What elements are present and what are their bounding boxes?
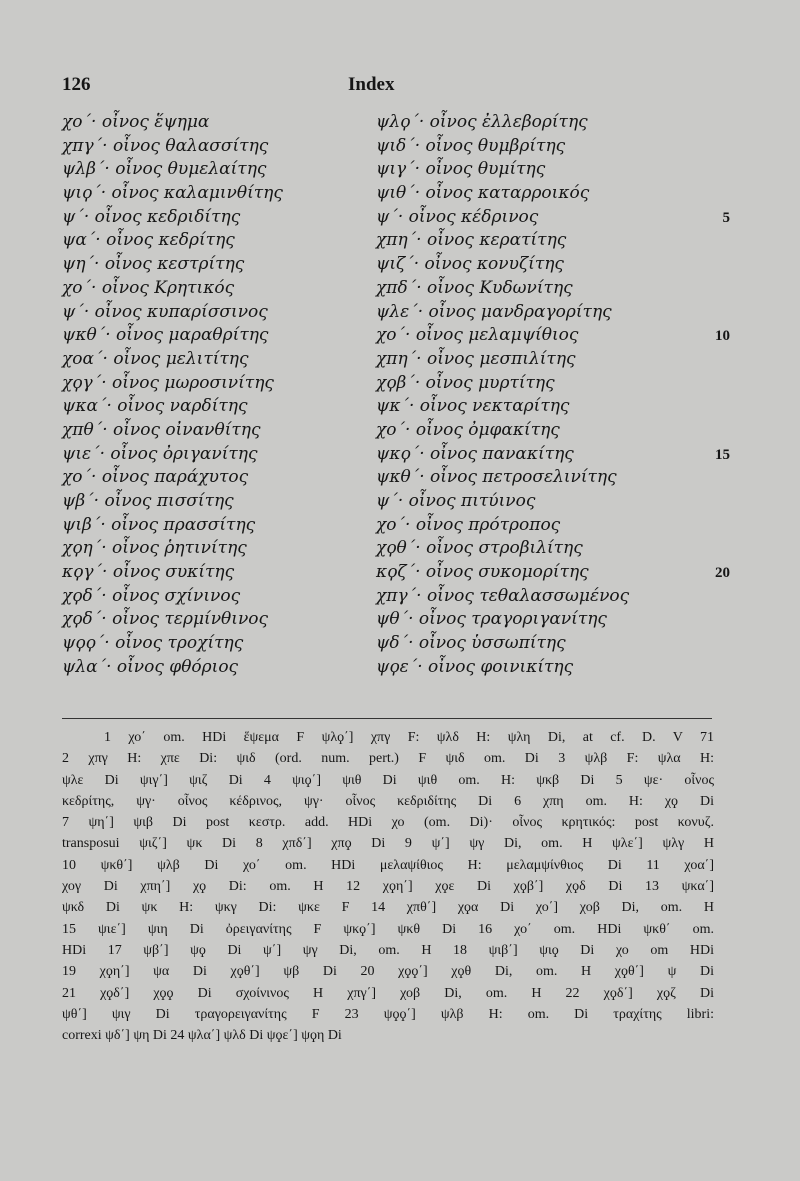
index-entry-right: ψιθ΄· οἶνος καταρροικός [376,183,590,204]
index-entry-right: ψδ΄· οἶνος ὑσσωπίτης [376,633,566,654]
critical-apparatus [62,727,714,1046]
line-number: 5 [722,209,730,226]
page-header [62,74,738,98]
index-entry-left: κϙγ΄· οἶνος συκίτης [62,562,235,583]
index-entry-right: ψκ΄· οἶνος νεκταρίτης [376,396,570,417]
index-entry-left: χπθ΄· οἶνος οἰνανθίτης [62,419,261,440]
index-row [62,136,738,160]
index-entry-right: χπη΄· οἶνος κερατίτης [376,230,567,251]
apparatus-line: correxi ψδ΄] ψη Di 24 ψλα΄] ψλδ Di ψϙε΄] ψϙη Di [62,1028,342,1044]
index-entry-left: χϙδ΄· οἶνος σχίνινος [62,585,241,606]
apparatus-line: HDi 17 ψβ΄] ψϙ Di ψ΄] ψγ Di, om. H 18 ψιβ΄] ψιϙ Di χο om HDi [62,942,714,958]
index-entry-left: ψβ΄· οἶνος πισσίτης [62,491,234,511]
index-row [62,278,738,302]
page-number: 126 [62,74,91,95]
index-entry-left: ψιε΄· οἶνος ὀριγανίτης [62,443,258,464]
index-row [62,562,738,586]
apparatus-line: ψλε Di ψιγ΄] ψιζ Di 4 ψιϙ΄] ψιθ Di ψιθ om. H: ψκβ Di 5 ψε· οἶνος [62,772,714,788]
index-row [62,349,738,373]
index-row [62,302,738,326]
index-entry-left: ψκα΄· οἶνος ναρδίτης [62,396,248,417]
apparatus-line: 1 χο΄ om. HDi ἕψεμα F ψλϙ΄] χπγ F: ψλδ H: ψλη Di, at cf. D. V 71 [104,730,714,745]
index-row [62,515,738,539]
apparatus-line: transposui ψιζ΄] ψκ Di 8 χπδ΄] χπϙ Di 9 ψ΄] ψγ Di, om. H ψλε΄] ψλγ H [62,836,714,852]
index-row [62,183,738,207]
index-entry-right: ψϙε΄· οἶνος φοινικίτης [376,656,574,677]
index-entry-right: χο΄· οἶνος ὀμφακίτης [376,419,560,440]
apparatus-line: 21 χϙδ΄] χϙϙ Di σχοίνινος H χπγ΄] χοβ Di, om. H 22 χϙδ΄] χϙζ Di [62,985,714,1001]
index-entry-right: ψιζ΄· οἶνος κονυζίτης [376,254,564,275]
index-entry-right: χϙβ΄· οἶνος μυρτίτης [376,372,555,393]
index-entry-left: χϙη΄· οἶνος ῥητινίτης [62,538,247,559]
index-entry-right: ψ΄· οἶνος πιτύινος [376,491,536,511]
index-entry-right: χπδ΄· οἶνος Κυδωνίτης [376,277,573,298]
apparatus-line: 15 ψιε΄] ψιη Di ὀρειγανίτης F ψκϙ΄] ψκθ Di 16 χο΄ om. HDi ψκθ΄ om. [62,921,714,937]
index-entry-left: χπγ΄· οἶνος θαλασσίτης [62,135,269,156]
index-entry-left: χϙγ΄· οἶνος μωροσινίτης [62,372,274,393]
apparatus-line: 10 ψκθ΄] ψλβ Di χο΄ om. HDi μελαψίθιος H: μελαμψίνθιος Di 11 χοα΄] [62,857,714,873]
index-entry-right: χπη΄· οἶνος μεσπιλίτης [376,348,576,369]
running-title: Index [348,74,395,95]
index-entry-left: ψλα΄· οἶνος φθόριος [62,656,239,677]
index-entry-right: χπγ΄· οἶνος τεθαλασσωμένος [376,585,630,606]
index-entry-right: ψκϙ΄· οἶνος πανακίτης [376,443,574,464]
index-entry-right: χο΄· οἶνος πρότροπος [376,514,561,535]
index-entry-left: ψη΄· οἶνος κεστρίτης [62,254,245,275]
index-row [62,491,738,515]
index-row [62,207,738,231]
index-row [62,325,738,349]
index-entry-right: ψλϙ΄· οἶνος ἐλλεβορίτης [376,112,588,132]
apparatus-line: 2 χπγ H: χπε Di: ψιδ (ord. num. pert.) F ψιδ om. Di 3 ψλβ F: ψλα H: [62,751,714,767]
index-entry-right: κϙζ΄· οἶνος συκομορίτης [376,562,589,583]
index-entry-left: ψιβ΄· οἶνος πρασσίτης [62,514,256,535]
footnote-divider [62,718,712,719]
index-entry-left: χο΄· οἶνος Κρητικός [62,277,235,298]
index-entry-left: ψλβ΄· οἶνος θυμελαίτης [62,159,267,180]
index-entries [62,112,738,681]
index-row [62,657,738,681]
line-number: 20 [715,565,730,582]
index-row [62,373,738,397]
line-number: 15 [715,446,730,463]
index-row [62,633,738,657]
index-row [62,230,738,254]
index-row [62,112,738,136]
index-entry-left: ψϙϙ΄· οἶνος τροχίτης [62,633,244,654]
index-entry-right: ψιδ΄· οἶνος θυμβρίτης [376,135,566,156]
index-entry-right: ψθ΄· οἶνος τραγοριγανίτης [376,609,607,630]
index-row [62,586,738,610]
apparatus-line: ψκδ Di ψκ H: ψκγ Di: ψκε F 14 χπθ΄] χϙα Di χο΄] χοβ Di, om. H [62,900,714,916]
index-row [62,396,738,420]
index-entry-left: ψιϙ΄· οἶνος καλαμινθίτης [62,183,283,204]
index-row [62,609,738,633]
index-entry-right: ψκθ΄· οἶνος πετροσελινίτης [376,467,617,488]
index-entry-left: ψ΄· οἶνος κυπαρίσσινος [62,301,268,322]
index-entry-right: ψιγ΄· οἶνος θυμίτης [376,159,546,180]
index-entry-left: χο΄· οἶνος ἕψημα [62,112,210,132]
index-entry-left: ψ΄· οἶνος κεδριδίτης [62,206,241,227]
index-row [62,538,738,562]
apparatus-line: 7 ψη΄] ψιβ Di post κεστρ. add. HDi χο (om. Di)· οἶνος κρητικός: post κονυζ. [62,815,714,831]
index-entry-left: χϙδ΄· οἶνος τερμίνθινος [62,609,269,630]
apparatus-line: ψθ΄] ψιγ Di τραγορειγανίτης F 23 ψϙϙ΄] ψλβ H: om. Di τραχίτης libri: [62,1006,714,1022]
index-row [62,254,738,278]
apparatus-line: 19 χϙη΄] ψα Di χϙθ΄] ψβ Di 20 χϙϙ΄] χϙθ Di, om. H χϙθ΄] ψ Di [62,964,714,980]
index-entry-left: χοα΄· οἶνος μελιτίτης [62,348,249,369]
index-entry-left: ψα΄· οἶνος κεδρίτης [62,230,235,251]
apparatus-line: κεδρίτης, ψγ· οἶνος κέδρινος, ψγ· οἶνος κεδριδίτης Di 6 χπη om. H: χϙ Di [62,793,714,809]
index-entry-left: ψκθ΄· οἶνος μαραθρίτης [62,325,269,346]
index-entry-right: ψ΄· οἶνος κέδρινος [376,206,539,227]
index-row [62,420,738,444]
index-row [62,159,738,183]
index-row [62,467,738,491]
index-row [62,444,738,468]
index-entry-left: χο΄· οἶνος παράχυτος [62,467,249,488]
line-number: 10 [715,328,730,345]
index-entry-right: χο΄· οἶνος μελαμψίθιος [376,325,579,346]
apparatus-line: χογ Di χπη΄] χϙ Di: om. H 12 χϙη΄] χϙε Di χϙβ΄] χϙδ Di 13 ψκα΄] [62,879,714,895]
index-entry-right: χϙθ΄· οἶνος στροβιλίτης [376,538,583,559]
index-entry-right: ψλε΄· οἶνος μανδραγορίτης [376,301,612,322]
